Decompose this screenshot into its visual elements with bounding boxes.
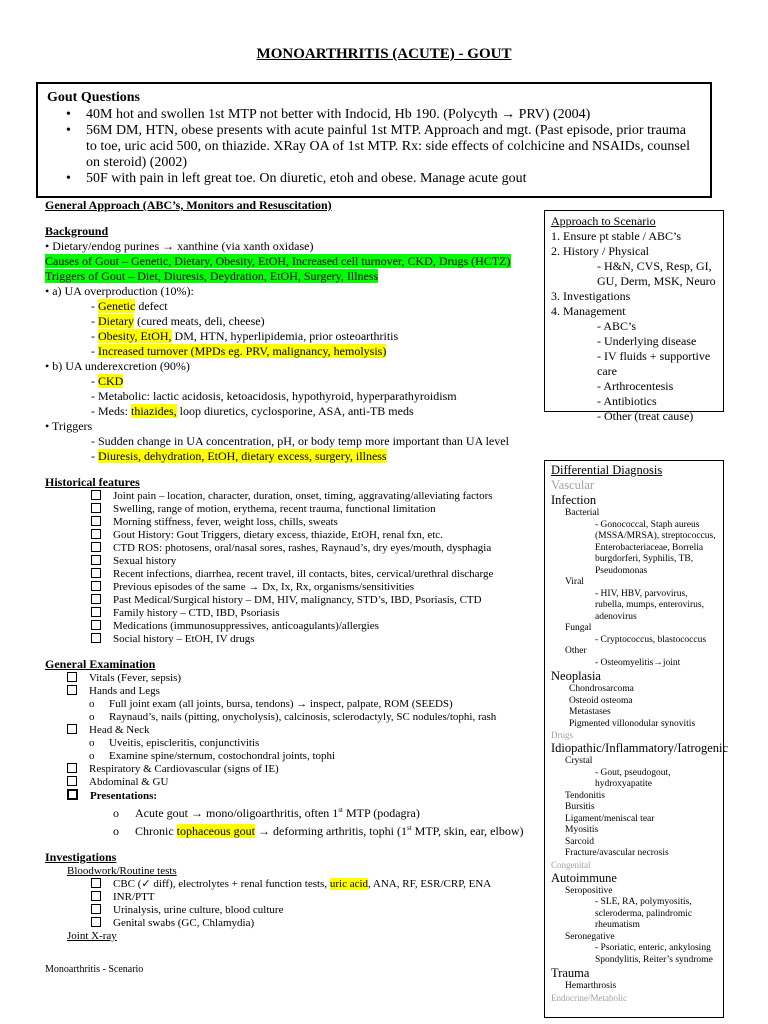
historical-item: Swelling, range of motion, erythema, recent trauma, functional limitation	[45, 503, 535, 516]
exam-heading: General Examination	[45, 657, 156, 671]
checkbox-icon	[91, 620, 101, 630]
historical-item: Family history – CTD, IBD, Psoriasis	[45, 607, 535, 620]
exam-subitem: o Uveitis, episcleritis, conjunctivitis	[89, 737, 260, 749]
ddx-heading: Differential Diagnosis	[551, 463, 663, 477]
checkbox-icon	[91, 503, 101, 513]
differential-box	[544, 460, 729, 1018]
ddx-detail: - Cryptococcus, blastococcus	[595, 634, 707, 645]
ua-underexcretion: • b) UA underexcretion (90%)	[45, 359, 190, 373]
ddx-subcategory: Other	[565, 646, 587, 656]
approach-heading: Approach to Scenario	[551, 214, 656, 228]
historical-item: Past Medical/Surgical history – DM, HIV, malignancy, STD’s, IBD, Psoriasis, CTD	[45, 594, 535, 607]
ddx-category: Idiopathic/Inflammatory/Iatrogenic	[551, 741, 729, 755]
gout-questions-heading: Gout Questions	[47, 90, 140, 105]
ddx-detail: - SLE, RA, polymyositis, scleroderma, palindromic rheumatism	[595, 897, 693, 930]
main-content	[45, 198, 535, 943]
ddx-item: Myositis	[565, 825, 599, 835]
investigations-heading: Investigations	[45, 850, 117, 864]
background-heading: Background	[45, 224, 109, 238]
ddx-category: Endocrine/Metabolic	[551, 992, 627, 1003]
ddx-subcategory: Crystal	[565, 756, 593, 766]
approach-step: 2. History / Physical	[551, 244, 649, 258]
bloodwork-heading: Bloodwork/Routine tests	[67, 865, 177, 877]
checkbox-icon	[67, 724, 77, 734]
ddx-item: Chondrosarcoma	[569, 684, 634, 694]
checkbox-icon	[91, 568, 101, 578]
ddx-detail: - Gonococcal, Staph aureus (MSSA/MRSA), streptococcus, Enterobacteriaceae, Borrelia burgdorferi, Syphilis, TB, Pseudomonas	[595, 519, 716, 576]
diuresis-line: - Diuresis, dehydration, EtOH, dietary excess, surgery, illness	[91, 449, 387, 463]
checkbox-icon	[91, 607, 101, 617]
circle-bullet-icon: o	[113, 824, 119, 838]
ddx-subcategory: Seronegative	[565, 931, 615, 942]
gout-questions-list	[62, 107, 698, 187]
checkbox-icon	[91, 878, 101, 888]
ddx-item: Ligament/meniscal tear	[565, 813, 655, 824]
ddx-item: Hemarthrosis	[565, 981, 617, 991]
ddx-subcategory: Fungal	[565, 623, 592, 633]
ddx-item: Fracture/avascular necrosis	[565, 848, 669, 858]
approach-step: 1. Ensure pt stable / ABC’s	[551, 229, 681, 243]
ddx-detail: - Psoriatic, enteric, ankylosing Spondylitis, Reiter’s syndrome	[595, 943, 713, 965]
checkbox-icon	[67, 672, 77, 682]
checkbox-icon	[91, 581, 101, 591]
checkbox-icon	[67, 685, 77, 695]
metabolic-line: - Metabolic: lactic acidosis, ketoacidosis, hypothyroid, hyperparathyroidism	[91, 389, 457, 403]
historical-item: Joint pain – location, character, duration, onset, timing, aggravating/alleviating factors	[45, 490, 535, 503]
ddx-subcategory: Viral	[565, 577, 584, 587]
ddx-item: Bursitis	[565, 802, 595, 812]
investigation-item: INR/PTT	[45, 891, 535, 904]
ddx-item: Metastases	[569, 707, 611, 717]
checkbox-icon	[91, 904, 101, 914]
exam-item: Presentations:	[45, 789, 535, 803]
circle-bullet-icon: o	[89, 750, 95, 762]
page-title: MONOARTHRITIS (ACUTE) - GOUT	[256, 46, 512, 62]
approach-substep: - Underlying disease	[597, 334, 697, 348]
exam-item: Respiratory & Cardiovascular (signs of IE)	[45, 763, 535, 776]
meds-line: - Meds: thiazides, loop diuretics, cyclosporine, ASA, anti-TB meds	[91, 404, 414, 418]
approach-substep: - IV fluids + supportive care	[597, 349, 711, 378]
gout-questions-box	[36, 82, 712, 198]
obesity-line: - Obesity, EtOH, DM, HTN, hyperlipidemia, prior osteoarthritis	[91, 329, 399, 343]
exam-subitem: o Raynaud’s, nails (pitting, onycholysis), calcinosis, sclerodactyly, SC nodules/tophi, rash	[89, 711, 497, 723]
ddx-item: Pigmented villonodular synovitis	[569, 718, 696, 729]
genetic-line: - Genetic defect	[91, 299, 168, 313]
chronic-gout-line: o Chronic tophaceous gout → deforming arthritis, tophi (1st MTP, skin, ear, elbow)	[113, 824, 524, 838]
ckd-line: - CKD	[91, 374, 124, 388]
ddx-category: Trauma	[551, 966, 590, 980]
historical-heading: Historical features	[45, 475, 140, 489]
dietary-line: - Dietary (cured meats, deli, cheese)	[91, 314, 265, 328]
ddx-detail: - Gout, pseudogout, hydroxyapatite	[595, 767, 671, 789]
approach-step: 3. Investigations	[551, 289, 631, 303]
historical-item: Recent infections, diarrhea, recent travel, ill contacts, bites, cervical/urethral discharge	[45, 568, 535, 581]
exam-subitem: o Examine spine/sternum, costochondral joints, tophi	[89, 750, 336, 762]
checkbox-icon	[91, 891, 101, 901]
ua-overproduction: • a) UA overproduction (10%):	[45, 284, 194, 298]
checkbox-icon	[91, 542, 101, 552]
circle-bullet-icon: o	[89, 711, 95, 723]
approach-box	[544, 210, 724, 423]
checkbox-icon	[67, 763, 77, 773]
exam-item: Abdominal & GU	[45, 776, 535, 789]
exam-subitem: o Full joint exam (all joints, bursa, tendons) → inspect, palpate, ROM (SEEDS)	[89, 698, 453, 710]
approach-step: 4. Management	[551, 304, 626, 318]
historical-item: Morning stiffness, fever, weight loss, chills, sweats	[45, 516, 535, 529]
circle-bullet-icon: o	[113, 806, 119, 820]
checkbox-icon	[91, 633, 101, 643]
investigation-item: Genital swabs (GC, Chlamydia)	[45, 917, 535, 930]
acute-gout-line: o Acute gout → mono/oligoarthritis, often 1st MTP (podagra)	[113, 806, 420, 820]
ddx-category: Congenital	[551, 859, 591, 870]
sudden-change-line: - Sudden change in UA concentration, pH, or body temp more important than UA level	[91, 434, 509, 448]
ddx-item: Osteoid osteoma	[569, 695, 633, 706]
turnover-line: - Increased turnover (MPDs eg. PRV, malignancy, hemolysis)	[91, 344, 387, 358]
checkbox-icon	[91, 917, 101, 927]
question-item: • 50F with pain in left great toe. On diuretic, etoh and obese. Manage acute gout	[62, 171, 698, 187]
ddx-category: Autoimmune	[551, 870, 617, 885]
checkbox-icon	[91, 529, 101, 539]
ddx-detail: - HIV, HBV, parvovirus, rubella, mumps, enterovirus, adenovirus	[595, 588, 704, 622]
causes-of-gout: Causes of Gout – Genetic, Dietary, Obesity, EtOH, Increased cell turnover, CKD, Drugs (HCTZ)	[45, 254, 511, 268]
approach-substep: - H&N, CVS, Resp, GI, GU, Derm, MSK, Neuro	[597, 259, 716, 288]
ddx-category: Drugs	[551, 730, 573, 740]
exam-item: Head & Neck	[45, 724, 535, 737]
ddx-detail: - Osteomyelitis→joint	[595, 657, 681, 668]
approach-substep: - ABC’s	[597, 319, 637, 333]
historical-item: Previous episodes of the same → Dx, Ix, Rx, organisms/sensitivities	[45, 581, 535, 594]
joint-xray-heading: Joint X-ray	[67, 930, 117, 942]
investigation-item: Urinalysis, urine culture, blood culture	[45, 904, 535, 917]
ddx-item: Tendonitis	[565, 790, 605, 801]
question-item: • 40M hot and swollen 1st MTP not better with Indocid, Hb 190. (Polycyth → PRV) (2004)	[62, 107, 698, 123]
triggers-bullet: • Triggers	[45, 419, 93, 433]
circle-bullet-icon: o	[89, 737, 95, 749]
general-approach-heading: General Approach (ABC’s, Monitors and Resuscitation)	[45, 198, 332, 212]
historical-item: CTD ROS: photosens, oral/nasal sores, rashes, Raynaud’s, dry eyes/mouth, dysphagia	[45, 542, 535, 555]
exam-item: Vitals (Fever, sepsis)	[45, 672, 535, 685]
approach-substep: - Antibiotics	[597, 394, 657, 408]
checkbox-icon	[91, 516, 101, 526]
ddx-category: Infection	[551, 493, 597, 507]
triggers-of-gout: Triggers of Gout – Diet, Diuresis, Deydration, EtOH, Surgery, Illness	[45, 269, 379, 283]
historical-item: Medications (immunosuppressives, anticoagulants)/allergies	[45, 620, 535, 633]
exam-item: Hands and Legs	[45, 685, 535, 698]
checkbox-icon	[67, 789, 78, 800]
checkbox-icon	[91, 555, 101, 565]
historical-item: Gout History: Gout Triggers, dietary excess, thiazide, EtOH, renal fxn, etc.	[45, 529, 535, 542]
circle-bullet-icon: o	[89, 698, 95, 710]
ddx-subcategory: Bacterial	[565, 508, 600, 518]
historical-item: Sexual history	[45, 555, 535, 568]
approach-substep: - Arthrocentesis	[597, 379, 674, 393]
ddx-subcategory: Seropositive	[565, 885, 613, 896]
historical-item: Social history – EtOH, IV drugs	[45, 633, 535, 646]
ddx-item: Sarcoid	[565, 836, 595, 847]
checkbox-icon	[91, 594, 101, 604]
ddx-category: Vascular	[551, 478, 595, 492]
approach-substep: - Other (treat cause)	[597, 409, 694, 423]
checkbox-icon	[91, 490, 101, 500]
ddx-category: Neoplasia	[551, 669, 601, 683]
investigation-item: CBC (✓ diff), electrolytes + renal function tests, uric acid, ANA, RF, ESR/CRP, ENA	[45, 878, 535, 891]
footer-text: Monoarthritis - Scenario	[45, 964, 144, 975]
background-purines: • Dietary/endog purines → xanthine (via xanth oxidase)	[45, 239, 314, 253]
checkbox-icon	[67, 776, 77, 786]
question-item: • 56M DM, HTN, obese presents with acute painful 1st MTP. Approach and mgt. (Past episode, prior trauma to toe, uric acid 500, on thiazide. XRay OA of 1st MTP. Rx: side effects of colchicine and NSAIDs, counsel on steroid) (2002)	[62, 123, 698, 171]
